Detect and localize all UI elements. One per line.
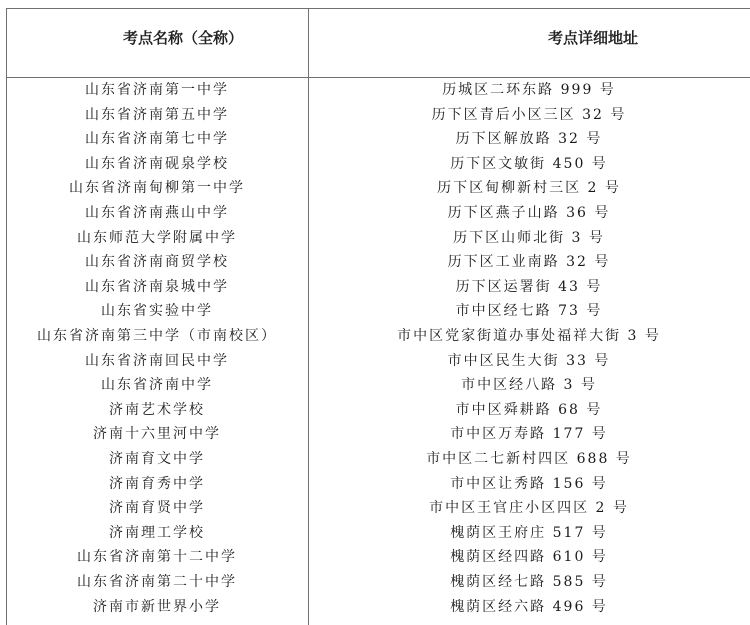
site-name-cell: 山东省济南泉城中学 bbox=[85, 279, 229, 295]
site-name-cell: 山东省济南中学 bbox=[101, 377, 213, 393]
site-address-cell: 市中区让秀路 156 号 bbox=[450, 476, 608, 492]
site-name-cell: 济南市新世界小学 bbox=[93, 599, 221, 615]
site-address-cell: 历城区二环东路 999 号 bbox=[442, 82, 616, 98]
column-header-site-name: 考点名称（全称） bbox=[123, 29, 244, 47]
site-address-cell: 历下区解放路 32 号 bbox=[455, 131, 603, 147]
table-border-left bbox=[6, 8, 7, 625]
site-address-cell: 历下区工业南路 32 号 bbox=[447, 254, 611, 270]
site-name-cell: 山东省济南砚泉学校 bbox=[85, 156, 229, 172]
site-address-cell: 市中区万寿路 177 号 bbox=[450, 426, 608, 442]
site-name-cell: 山东省济南第七中学 bbox=[85, 131, 229, 147]
site-name-cell: 山东省济南燕山中学 bbox=[85, 205, 229, 221]
site-name-cell: 山东省实验中学 bbox=[101, 303, 213, 319]
site-name-cell: 济南育秀中学 bbox=[109, 476, 205, 492]
site-address-cell: 历下区文敏街 450 号 bbox=[450, 156, 608, 172]
site-address-cell: 槐荫区王府庄 517 号 bbox=[450, 525, 608, 541]
site-address-cell: 市中区经七路 73 号 bbox=[455, 303, 603, 319]
site-name-cell: 山东省济南第三中学（市南校区） bbox=[37, 328, 277, 344]
site-name-cell: 山东省济南第二十中学 bbox=[77, 574, 237, 590]
site-address-cell: 历下区青后小区三区 32 号 bbox=[431, 107, 627, 123]
site-name-cell: 山东省济南回民中学 bbox=[85, 353, 229, 369]
site-address-cell: 历下区运署街 43 号 bbox=[455, 279, 603, 295]
site-address-cell: 槐荫区经四路 610 号 bbox=[450, 549, 608, 565]
site-name-cell: 济南理工学校 bbox=[109, 525, 205, 541]
site-address-cell: 市中区舜耕路 68 号 bbox=[455, 402, 603, 418]
site-name-cell: 济南艺术学校 bbox=[109, 402, 205, 418]
site-address-cell: 历下区甸柳新村三区 2 号 bbox=[437, 180, 621, 196]
site-address-cell: 槐荫区经六路 496 号 bbox=[450, 599, 608, 615]
site-address-cell: 槐荫区经七路 585 号 bbox=[450, 574, 608, 590]
site-name-cell: 山东省济南甸柳第一中学 bbox=[69, 180, 245, 196]
site-address-cell: 市中区经八路 3 号 bbox=[461, 377, 597, 393]
site-name-cell: 济南育贤中学 bbox=[109, 500, 205, 516]
site-name-cell: 山东省济南第十二中学 bbox=[77, 549, 237, 565]
site-address-cell: 市中区民生大街 33 号 bbox=[447, 353, 611, 369]
site-address-cell: 市中区党家街道办事处福祥大街 3 号 bbox=[397, 328, 661, 344]
site-name-cell: 山东省济南第一中学 bbox=[85, 82, 229, 98]
table-column-divider bbox=[308, 8, 309, 625]
site-name-cell: 山东省济南第五中学 bbox=[85, 107, 229, 123]
site-name-cell: 济南十六里河中学 bbox=[93, 426, 221, 442]
site-address-cell: 历下区山师北街 3 号 bbox=[453, 230, 605, 246]
site-name-cell: 济南育文中学 bbox=[109, 451, 205, 467]
site-address-cell: 市中区王官庄小区四区 2 号 bbox=[429, 500, 629, 516]
site-name-cell: 山东省济南商贸学校 bbox=[85, 254, 229, 270]
site-name-cell: 山东师范大学附属中学 bbox=[77, 230, 237, 246]
column-header-site-address: 考点详细地址 bbox=[548, 29, 639, 47]
site-address-cell: 历下区燕子山路 36 号 bbox=[447, 205, 611, 221]
table-border-top bbox=[6, 8, 750, 9]
site-address-cell: 市中区二七新村四区 688 号 bbox=[426, 451, 632, 467]
